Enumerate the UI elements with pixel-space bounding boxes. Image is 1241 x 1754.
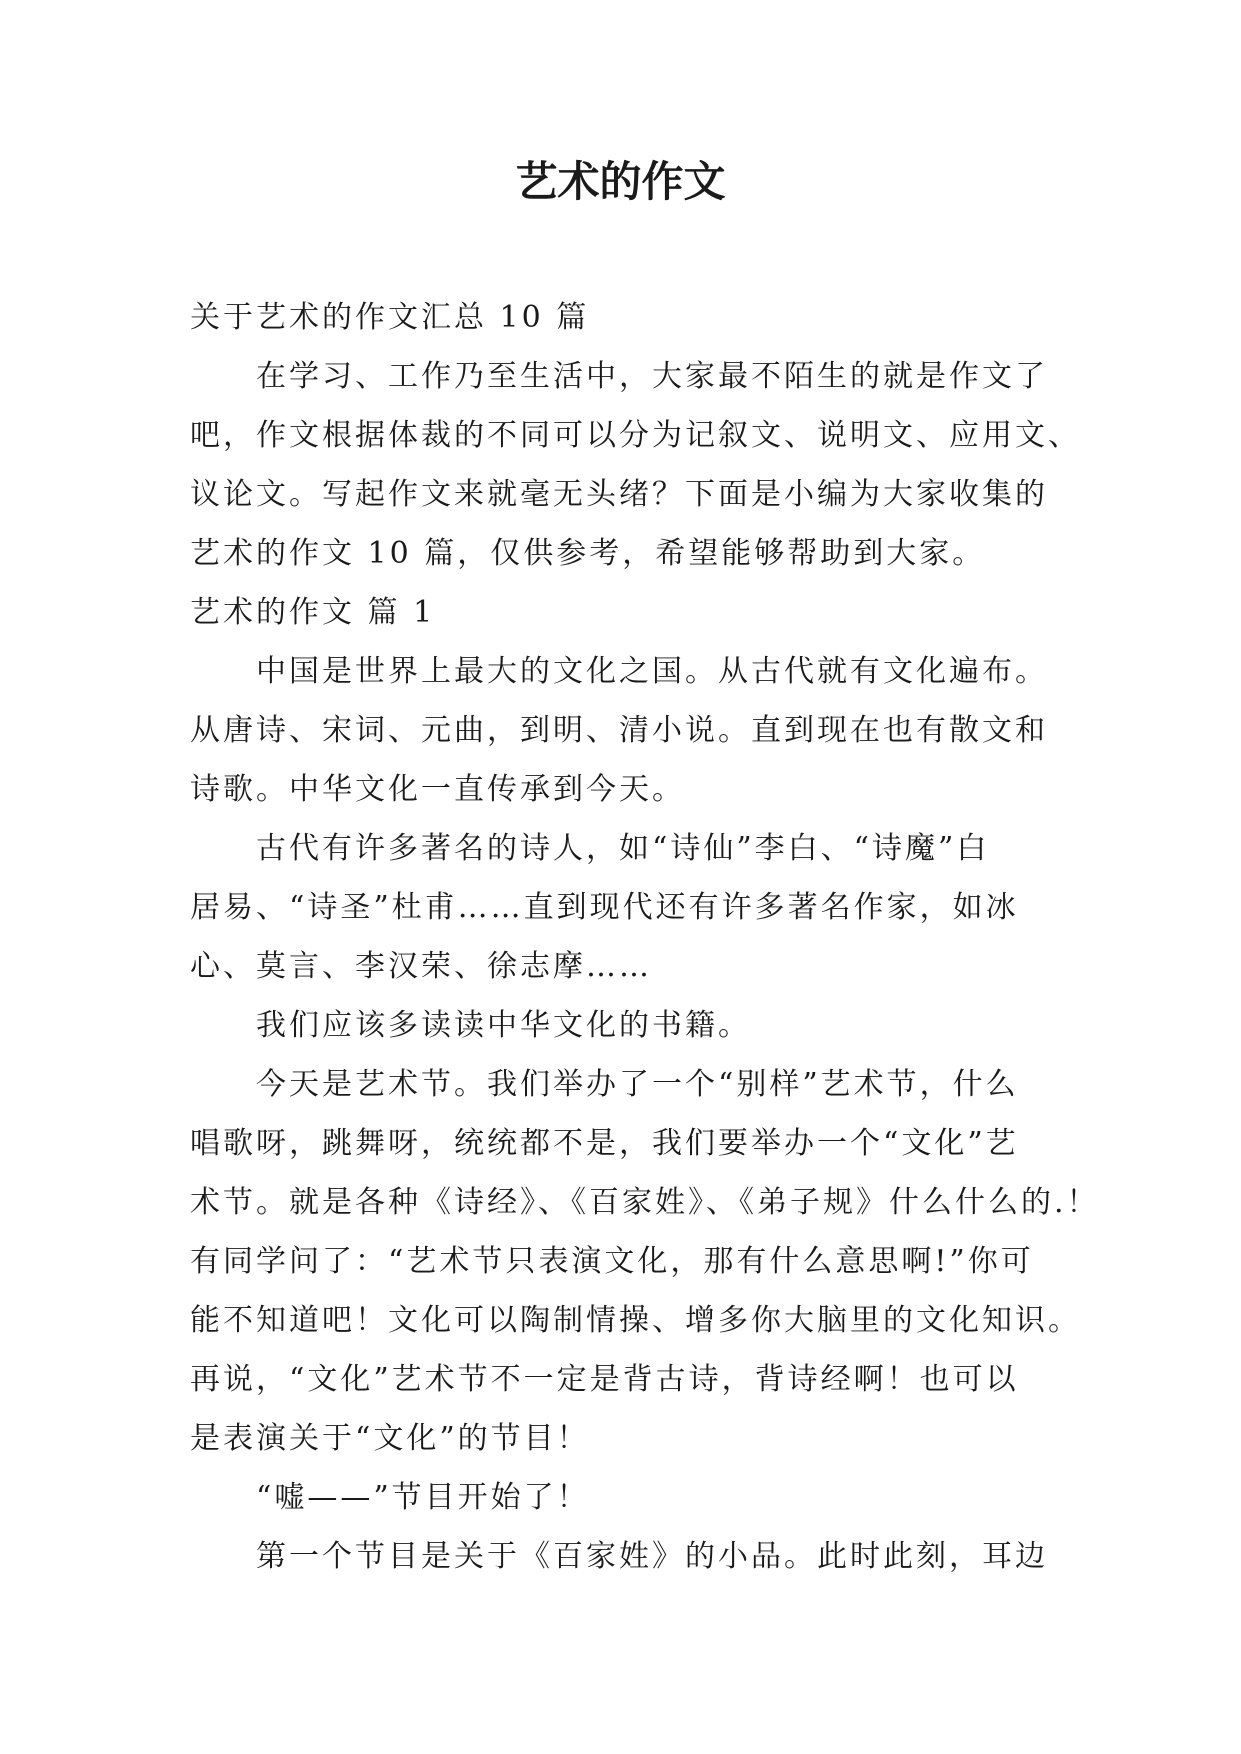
body-line: 居易、“诗圣”杜甫……直到现代还有许多著名作家，如冰: [190, 890, 1019, 925]
body-line: 吧，作文根据体裁的不同可以分为记叙文、说明文、应用文、: [190, 418, 1081, 453]
body-line: 中国是世界上最大的文化之国。从古代就有文化遍布。: [256, 654, 1048, 689]
body-line: 在学习、工作乃至生活中，大家最不陌生的就是作文了: [256, 359, 1048, 394]
body-line: 我们应该多读读中华文化的书籍。: [256, 1008, 751, 1043]
body-line: 议论文。写起作文来就毫无头绪？下面是小编为大家收集的: [190, 477, 1048, 512]
document-title: 艺术的作文: [515, 157, 726, 206]
body-line: 第一个节目是关于《百家姓》的小品。此时此刻，耳边: [256, 1539, 1048, 1574]
body-line: 唱歌呀，跳舞呀，统统都不是，我们要举办一个“文化”艺: [190, 1126, 1019, 1161]
body-line: 诗歌。中华文化一直传承到今天。: [190, 772, 685, 807]
body-line: 艺术的作文 10 篇，仅供参考，希望能够帮助到大家。: [190, 536, 986, 571]
body-line: 再说，“文化”艺术节不一定是背古诗，背诗经啊！也可以: [190, 1362, 1019, 1397]
section-heading: 艺术的作文 篇 1: [190, 595, 436, 630]
body-line: 今天是艺术节。我们举办了一个“别样”艺术节，什么: [256, 1067, 1019, 1102]
body-line: 术节。就是各种《诗经》、《百家姓》、《弟子规》什么什么的.！: [190, 1185, 1100, 1220]
body-line: 关于艺术的作文汇总 10 篇: [190, 300, 590, 335]
body-line: 古代有许多著名的诗人，如“诗仙”李白、“诗魔”白: [256, 831, 990, 866]
body-line: 从唐诗、宋词、元曲，到明、清小说。直到现在也有散文和: [190, 713, 1048, 748]
body-line: 心、莫言、李汉荣、徐志摩……: [190, 949, 652, 984]
body-line: 能不知道吧！文化可以陶制情操、增多你大脑里的文化知识。: [190, 1303, 1081, 1338]
body-line: 有同学问了：“艺术节只表演文化，那有什么意思啊!”你可: [190, 1244, 1034, 1279]
body-line: 是表演关于“文化”的节目！: [190, 1421, 590, 1456]
body-line: “嘘——”节目开始了！: [256, 1480, 590, 1515]
document-body: [190, 288, 1100, 1586]
